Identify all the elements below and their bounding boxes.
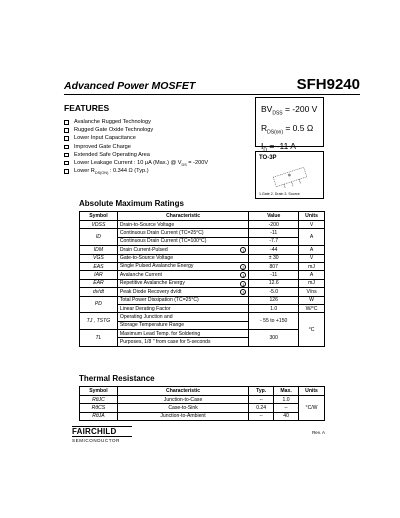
table-row: IDM Drain Current-Pulsed 1 -44 A — [80, 246, 325, 254]
table-row: IAR Avalanche Current 1 -11 A — [80, 271, 325, 279]
checkbox-icon — [64, 145, 69, 150]
table-row: Continuous Drain Current (TC=100°C) -7.7 — [80, 237, 325, 245]
pin-legend: 1.Gate 2. Drain 3. Source — [259, 192, 300, 196]
spec-rdson: $R_{DS(on)} = 0.5$ Ω — [261, 122, 314, 136]
spec-bvdss: $BV_{DSS} = -200$ V — [261, 104, 318, 117]
footnote-marker: 3 — [242, 290, 245, 296]
spec-id: $I_D = -11$ A — [261, 141, 296, 155]
table-row: Linear Derating Factor 1.0 W/°C — [80, 304, 325, 312]
doc-title: Advanced Power MOSFET — [64, 80, 196, 92]
key-spec-box — [255, 97, 324, 155]
table-header-row: Symbol Characteristic Value Units — [80, 212, 325, 221]
feature-item: Extended Safe Operating Area — [64, 151, 264, 159]
table-row: RθCS Case-to-Sink 0.24 -- — [80, 404, 325, 412]
feature-item: Lower $R_{DS(ON)}$ : 0.344 Ω (Typ.) — [64, 167, 264, 175]
package-name: TO-3P — [259, 155, 277, 161]
table-row: VGS Gate-to-Source Voltage ± 30 V — [80, 254, 325, 262]
to3p-package-icon — [266, 166, 314, 188]
features-heading: FEATURES — [64, 103, 110, 113]
checkbox-icon — [64, 120, 69, 125]
footnote-marker: 1 — [242, 273, 245, 279]
feature-item: Avalanche Rugged Technology — [64, 118, 264, 126]
table-row: VDSS Drain-to-Source Voltage -200 V — [80, 221, 325, 229]
checkbox-icon — [64, 136, 69, 141]
checkbox-icon — [64, 169, 69, 174]
table-row: TL Maximum Lead Temp. for Soldering 300 — [80, 330, 325, 338]
table-header-row: Symbol Characteristic Typ. Max. Units — [80, 387, 325, 396]
table-row: TJ , TSTG Operating Junction and - 55 to +150 °C — [80, 313, 325, 321]
table-row: ID Continuous Drain Current (TC=25°C) -11 A — [80, 229, 325, 237]
checkbox-icon — [64, 161, 69, 166]
table-row: EAR Repetitive Avalanche Energy 1 12.6 mJ — [80, 279, 325, 287]
thermal-heading: Thermal Resistance — [79, 374, 155, 383]
table-row: EAS Single Pulsed Avalanche Energy 2 807 mJ — [80, 262, 325, 270]
fairchild-logo — [72, 426, 132, 443]
table-row: RθJC Junction-to-Case -- 1.0 °C/W — [80, 396, 325, 404]
table-row: RθJA Junction-to-Ambient -- 40 — [80, 412, 325, 420]
logo-wordmark: FAIRCHILD — [72, 426, 132, 437]
footnote-marker: 2 — [242, 264, 245, 270]
logo-subtitle: SEMICONDUCTOR — [72, 438, 120, 443]
title-row — [64, 76, 360, 95]
checkbox-icon — [64, 153, 69, 158]
revision-label: Rev. A — [312, 430, 325, 435]
thermal-table — [79, 386, 325, 421]
abs-max-table — [79, 211, 325, 347]
feature-item: Rugged Gate Oxide Technology — [64, 126, 264, 134]
feature-item: Lower Input Capacitance — [64, 134, 264, 142]
features-list — [64, 118, 264, 175]
table-row: PD Total Power Dissipation (TC=25°C) 126 W — [80, 296, 325, 304]
table-row: Purposes, 1/8 " from case for 5-seconds — [80, 338, 325, 346]
table-row: dv/dt Peak Diode Recovery dv/dt 3 -5.0 V/ns — [80, 288, 325, 296]
abs-max-heading: Absolute Maximum Ratings — [79, 199, 184, 208]
footnote-marker: 1 — [242, 248, 245, 254]
footnote-marker: 1 — [242, 281, 245, 287]
part-number: SFH9240 — [296, 76, 360, 93]
checkbox-icon — [64, 128, 69, 133]
feature-item: Improved Gate Charge — [64, 143, 264, 151]
feature-item: Lower Leakage Current : 10 μA (Max.) @ $V_{DS} = -200V$ — [64, 159, 264, 167]
table-row: Storage Temperature Range — [80, 321, 325, 329]
package-box — [255, 151, 324, 199]
